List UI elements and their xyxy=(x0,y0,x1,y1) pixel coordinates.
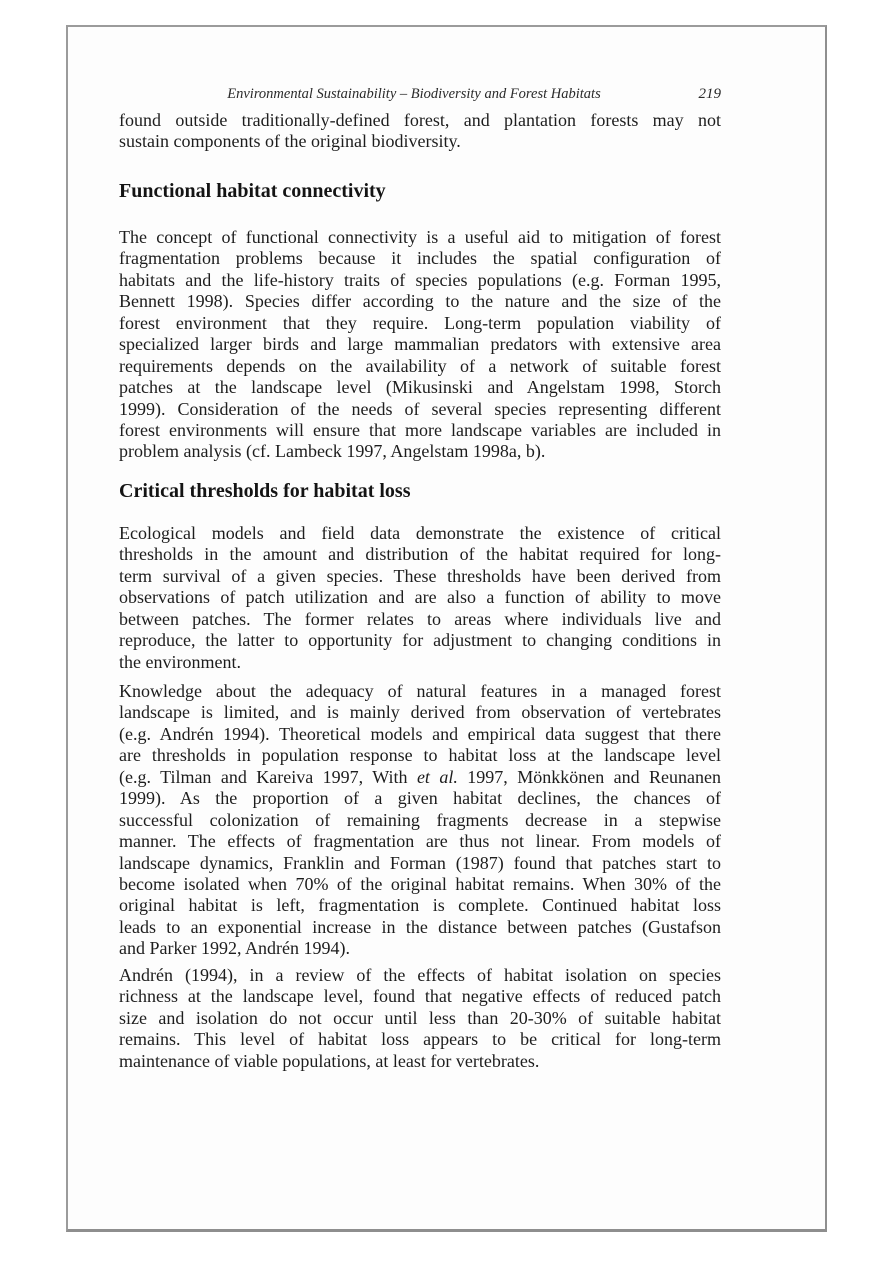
text-line: 1999). As the proportion of a given habitat declines, the chances of xyxy=(119,788,721,809)
text-line: Bennett 1998). Species differ according to the nature and the size of the xyxy=(119,291,721,312)
text-line: landscape is limited, and is mainly derived from observation of vertebrates xyxy=(119,702,721,723)
text-line: original habitat is left, fragmentation is complete. Continued habitat loss xyxy=(119,895,721,916)
text-line: manner. The effects of fragmentation are thus not linear. From models of xyxy=(119,831,721,852)
text-line: habitats and the life-history traits of species populations (e.g. Forman 1995, xyxy=(119,269,721,290)
paragraph-knowledge-adequacy xyxy=(119,681,721,960)
paragraph-functional-connectivity xyxy=(119,227,721,463)
text-line: forest environments will ensure that more landscape variables are included in xyxy=(119,419,721,440)
text-line: Ecological models and field data demonstrate the existence of critical xyxy=(119,523,721,543)
text-line: thresholds in the amount and distribution of the habitat required for long- xyxy=(119,544,721,565)
text-segment: (e.g. Tilman and Kareiva 1997, With xyxy=(119,766,417,787)
text-line: the environment. xyxy=(119,651,241,672)
section-heading-critical-thresholds: Critical thresholds for habitat loss xyxy=(119,480,411,502)
paragraph-ecological-models xyxy=(119,523,721,673)
text-line: 1999). Consideration of the needs of several species representing different xyxy=(119,398,721,419)
text-line: fragmentation problems because it includes the spatial configuration of xyxy=(119,248,721,269)
page-number: 219 xyxy=(698,86,721,102)
text-line: leads to an exponential increase in the distance between patches (Gustafson xyxy=(119,916,721,937)
running-header xyxy=(119,86,721,106)
text-line: forest environment that they require. Long-term population viability of xyxy=(119,312,721,333)
text-line: patches at the landscape level (Mikusinski and Angelstam 1998, Storch xyxy=(119,377,721,398)
paragraph-andren-review xyxy=(119,965,721,1072)
scanned-book-page xyxy=(66,25,827,1232)
text-line: term survival of a given species. These thresholds have been derived from xyxy=(119,565,721,586)
text-line: found outside traditionally-defined forest, and plantation forests may not xyxy=(119,110,721,130)
text-line: observations of patch utilization and are also a function of ability to move xyxy=(119,587,721,608)
text-segment: 1997, Mönkkönen and Reunanen xyxy=(457,766,721,787)
text-line: problem analysis (cf. Lambeck 1997, Angelstam 1998a, b). xyxy=(119,441,546,462)
text-line: size and isolation do not occur until less than 20-30% of suitable habitat xyxy=(119,1007,721,1028)
text-line: requirements depends on the availability of a network of suitable forest xyxy=(119,355,721,376)
text-line: landscape dynamics, Franklin and Forman (1987) found that patches start to xyxy=(119,852,721,873)
running-header-title: Environmental Sustainability – Biodiversity and Forest Habitats xyxy=(227,86,601,102)
text-line: and Parker 1992, Andrén 1994). xyxy=(119,938,350,959)
text-line: between patches. The former relates to areas where individuals live and xyxy=(119,608,721,629)
text-line xyxy=(119,767,721,788)
text-line: reproduce, the latter to opportunity for adjustment to changing conditions in xyxy=(119,630,721,651)
text-line: The concept of functional connectivity is a useful aid to mitigation of forest xyxy=(119,227,721,247)
text-line: Andrén (1994), in a review of the effects of habitat isolation on species xyxy=(119,965,721,985)
text-line: become isolated when 70% of the original habitat remains. When 30% of the xyxy=(119,873,721,894)
text-line: maintenance of viable populations, at least for vertebrates. xyxy=(119,1050,540,1071)
section-heading-functional-habitat-connectivity: Functional habitat connectivity xyxy=(119,180,386,202)
text-line: (e.g. Andrén 1994). Theoretical models and empirical data suggest that there xyxy=(119,723,721,744)
text-line: successful colonization of remaining fragments decrease in a stepwise xyxy=(119,809,721,830)
text-line: remains. This level of habitat loss appears to be critical for long-term xyxy=(119,1029,721,1050)
text-segment-italic-et-al: et al. xyxy=(416,766,458,787)
text-line: richness at the landscape level, found that negative effects of reduced patch xyxy=(119,986,721,1007)
text-line: Knowledge about the adequacy of natural features in a managed forest xyxy=(119,681,721,701)
text-line: sustain components of the original biodiversity. xyxy=(119,131,461,152)
text-line: are thresholds in population response to habitat loss at the landscape level xyxy=(119,745,721,766)
text-line: specialized larger birds and large mammalian predators with extensive area xyxy=(119,334,721,355)
paragraph-intro xyxy=(119,110,721,153)
